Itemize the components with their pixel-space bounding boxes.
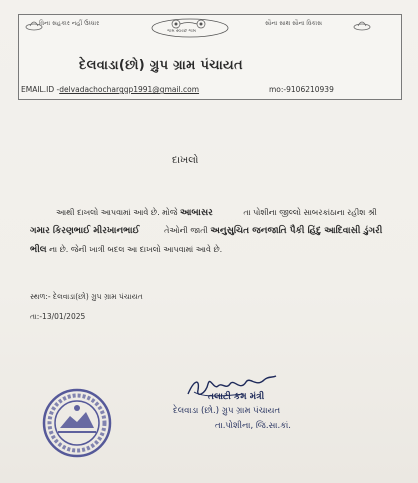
body-line-3 bbox=[30, 245, 222, 255]
emblem-icon bbox=[353, 17, 371, 31]
office-title: દેલવાડા(છો) ગ્રુપ ગ્રામ પંચાયત bbox=[79, 58, 243, 73]
person-name: ગમાર કિરણભાઈ મીરખાનભાઈ bbox=[30, 226, 140, 236]
signatory-title: તલાટી કમ મંત્રી bbox=[208, 392, 265, 402]
signatory-place: તા.પોશીના, જિ.સા.કાં. bbox=[215, 421, 291, 431]
logo-text: ગામ સ્વચ્છ ગામ bbox=[167, 29, 196, 34]
caste-continuation: ભીલ bbox=[30, 245, 47, 255]
caste-text: અનુસુચિત જનજાતિ પૈકી હિંદુ આદિવાસી ડુંગરી bbox=[210, 226, 383, 236]
email-address[interactable]: delvadachocharggp1991@gmail.com bbox=[59, 85, 200, 94]
line3-suffix: ના છે. જેની ખાત્રી બદલ આ દાખલો આપવામાં આવે છે. bbox=[49, 245, 223, 254]
body-line-2 bbox=[30, 226, 382, 236]
signatory-office: દેલવાડા (છો.) ગ્રુપ ગ્રામ પંચાયત bbox=[173, 406, 281, 416]
document-subject: દાખલો bbox=[172, 155, 199, 166]
slogan-right: સૌના સાથ સૌના વિકાસ bbox=[265, 20, 322, 27]
body-line-1 bbox=[56, 208, 377, 218]
mobile-number: mo:-9106210939 bbox=[269, 85, 334, 94]
panchayat-seal-icon bbox=[42, 388, 112, 458]
village-name: આબાસર bbox=[179, 208, 213, 218]
email-label: EMAIL.ID - bbox=[21, 85, 60, 94]
line2-suffix: તેઓની જાતી bbox=[164, 226, 208, 235]
letterhead bbox=[18, 14, 402, 100]
line1-suffix: તા પોશીના જીલ્લો સાબરકાંઠાના રહીશ શ્રી bbox=[243, 208, 377, 217]
slogan-left: વિના સહકાર નહીં ઉધ્ધાર bbox=[39, 20, 100, 27]
line1-prefix: આથી દાખલો આપવામાં આવે છે. મોજે bbox=[56, 208, 178, 217]
date-line: તા:-13/01/2025 bbox=[30, 312, 86, 321]
email-line bbox=[21, 85, 199, 94]
place-line: સ્થળ:- દેલવાડા(છો) ગ્રુપ ગ્રામ પંચાયત bbox=[30, 292, 143, 301]
